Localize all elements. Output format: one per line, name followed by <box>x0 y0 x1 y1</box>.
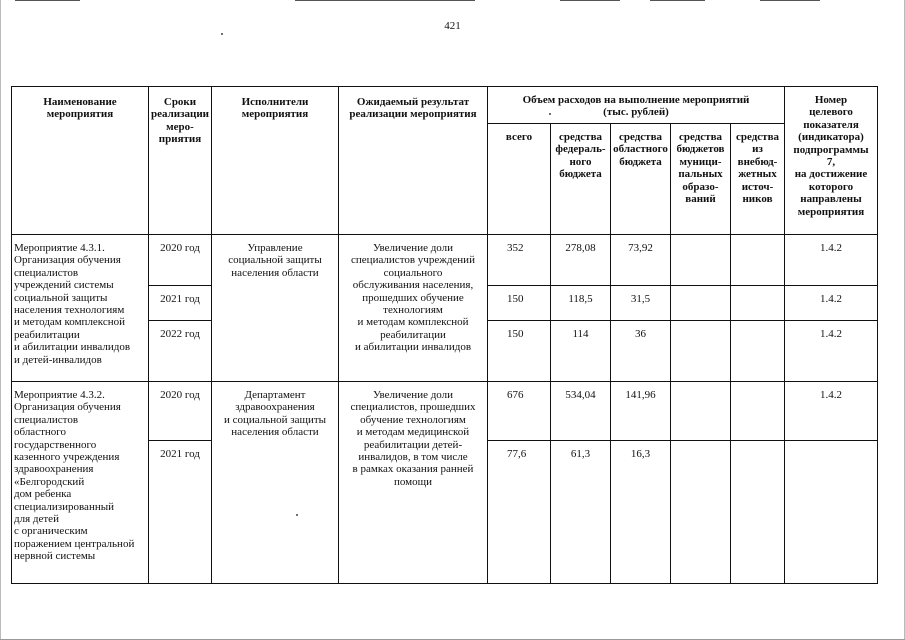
year-cell: 2022 год <box>149 321 212 382</box>
header-terms: Сроки реализации меро- приятия <box>149 87 212 235</box>
extrabudget-cell <box>731 235 785 286</box>
year-cell: 2020 год <box>149 382 212 441</box>
executor-cell: Управление социальной защиты населения области <box>212 235 339 382</box>
header-name: Наименование мероприятия <box>12 87 149 235</box>
municipal-cell <box>671 235 731 286</box>
extrabudget-cell <box>731 441 785 584</box>
year-cell: 2021 год <box>149 441 212 584</box>
federal-cell: 114 <box>551 321 611 382</box>
header-municipal: средства бюджетов муници- пальных образо- ваний <box>671 124 731 235</box>
header-regional: средства областного бюджета <box>611 124 671 235</box>
page-number: 421 <box>444 20 461 32</box>
total-cell: 676 <box>488 382 551 441</box>
header-result: Ожидаемый результат реализации мероприятия <box>339 87 488 235</box>
regional-cell: 141,96 <box>611 382 671 441</box>
municipal-cell <box>671 382 731 441</box>
table-row <box>12 382 878 441</box>
measures-table <box>11 86 878 584</box>
federal-cell: 61,3 <box>551 441 611 584</box>
total-cell: 352 <box>488 235 551 286</box>
indicator-cell: 1.4.2 <box>785 321 878 382</box>
extrabudget-cell <box>731 286 785 321</box>
executor-cell: Департамент здравоохранения и социальной защиты населения области <box>212 382 339 584</box>
total-cell: 150 <box>488 286 551 321</box>
municipal-cell <box>671 286 731 321</box>
regional-cell: 16,3 <box>611 441 671 584</box>
measure-name: Мероприятие 4.3.2. Организация обучения специалистов областного государственного казенного учреждения здравоохранения «Белгородский дом ребенка специализированный для детей с органическим поражением центральной нервной системы <box>12 382 149 584</box>
scan-edge-mark <box>650 0 705 1</box>
header-indicator: Номер целевого показателя (индикатора) подпрограммы 7, на достижение которого направлены мероприятия <box>785 87 878 235</box>
result-cell: Увеличение доли специалистов учреждений социального обслуживания населения, прошедших обучение технологиям и методам комплексной реабилитации и абилитации инвалидов <box>339 235 488 382</box>
indicator-cell <box>785 441 878 584</box>
measure-name: Мероприятие 4.3.1. Организация обучения специалистов учреждений системы социальной защиты населения технологиям и методам комплексной реабилитации и абилитации инвалидов и детей-инвалидов <box>12 235 149 382</box>
total-cell: 150 <box>488 321 551 382</box>
result-cell: Увеличение доли специалистов, прошедших обучение технологиям и методам медицинской реабилитации детей- инвалидов, в том числе в рамках оказания ранней помощи <box>339 382 488 584</box>
header-volume: Объем расходов на выполнение мероприятий (тыс. рублей) <box>488 87 785 124</box>
header-total: всего <box>488 124 551 235</box>
regional-cell: 31,5 <box>611 286 671 321</box>
federal-cell: 534,04 <box>551 382 611 441</box>
municipal-cell <box>671 441 731 584</box>
scan-edge-mark <box>760 0 820 1</box>
header-federal: средства федераль- ного бюджета <box>551 124 611 235</box>
year-cell: 2020 год <box>149 235 212 286</box>
header-executors: Исполнители мероприятия <box>212 87 339 235</box>
scan-border-left <box>0 0 1 640</box>
header-extrabudget: средства из внебюд- жетных источ- ников <box>731 124 785 235</box>
indicator-cell: 1.4.2 <box>785 382 878 441</box>
federal-cell: 278,08 <box>551 235 611 286</box>
scan-edge-mark <box>15 0 80 1</box>
indicator-cell: 1.4.2 <box>785 235 878 286</box>
indicator-cell: 1.4.2 <box>785 286 878 321</box>
federal-cell: 118,5 <box>551 286 611 321</box>
scan-edge-mark <box>560 0 620 1</box>
total-cell: 77,6 <box>488 441 551 584</box>
extrabudget-cell <box>731 321 785 382</box>
municipal-cell <box>671 321 731 382</box>
scan-speck <box>221 33 223 35</box>
year-cell: 2021 год <box>149 286 212 321</box>
regional-cell: 73,92 <box>611 235 671 286</box>
scan-edge-mark <box>295 0 475 1</box>
table-row <box>12 235 878 286</box>
extrabudget-cell <box>731 382 785 441</box>
regional-cell: 36 <box>611 321 671 382</box>
